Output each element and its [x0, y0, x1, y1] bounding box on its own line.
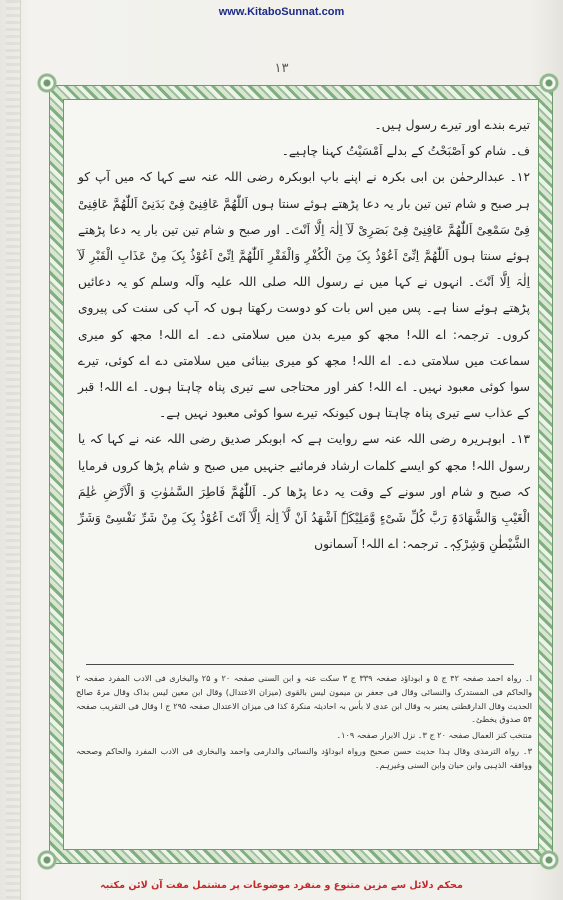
footnotes [76, 672, 532, 842]
paragraph-hadith-13: ۱۳۔ ابوہریرہ رضی اللہ عنہ سے روایت ہے کہ ابوبکر صدیق رضی اللہ عنہ نے کہا کہ یا رسول اللہ! مجھ کو ایسے کلمات ارشاد فرمائیے جنہیں میں صبح و شام پڑھا کروں فرمایا کہ صبح و شام اور سونے کے وقت یہ دعا پڑھا کر۔ اَللّٰھُمَّ فَاطِرَ السَّمٰوٰتِ وَ الْاَرْضِ عٰلِمَ الْغَیْبِ وَالشَّھَادَۃِ رَبَّ کُلِّ شَیْءٍ وَّمَلِیْکَہٗ اَشْھَدُ اَنْ لَّآ اِلٰہَ اِلَّآ اَنْتَ اَعُوْذُ بِکَ مِنْ شَرِّ نَفْسِیْ وَشَرِّ الشَّیْطٰنِ وَشِرْکِہٖ۔ ترجمہ: اے اللہ! آسمانوں [78, 432, 530, 552]
footnote-divider [86, 664, 514, 665]
corner-ornament-icon [538, 72, 560, 94]
footnote-3: ۳۔ رواہ الترمذی وقال ہذا حدیث حسن صحیح ورواہ ابوداؤد والنسائی والدارمی واحمد والبخاری فی الادب المفرد والحاکم وصححہ ووافقہ الذہبی وابن حبان وابن السنی وغیرہم۔ [76, 745, 532, 770]
footnote-2: منتخب کنز العمال صفحہ ۲۰ ج ۳۔ نزل الابرار صفحہ ۱۰۹۔ [336, 730, 532, 741]
page-binding [6, 0, 21, 900]
paragraph-note: ف۔ شام کو اَصْبَحْتُ کے بدلے اَمْسَیْتُ کہنا چاہیے۔ [281, 144, 530, 159]
paragraph-closing: تیرے بندے اور تیرے رسول ہیں۔ [374, 118, 530, 132]
paragraph-hadith-12: ۱۲۔ عبدالرحمٰن بن ابی بکرہ نے اپنے باپ ابوبکرہ رضی اللہ عنہ سے کہا کہ میں آپ کو ہر صبح و شام تین تین بار یہ دعا پڑھتے ہوئے سنتا ہوں اَللّٰھُمَّ عَافِنِیْ فِیْ بَدَنِیْ اَللّٰھُمَّ عَافِنِیْ فِیْ سَمْعِیْ اَللّٰھُمَّ عَافِنِیْ فِیْ بَصَرِیْ لَآ اِلٰہَ اِلَّا اَنْتَ۔ اور صبح و شام تین تین بار یہ دعا پڑھتے ہوئے سنتا ہوں اَللّٰھُمَّ اِنِّیْ اَعُوْذُ بِکَ مِنَ الْکُفْرِ وَالْفَقْرِ اَللّٰھُمَّ اِنِّیْ اَعُوْذُ بِکَ مِنْ عَذَابِ الْقَبْرِ لَآ اِلٰہَ اِلَّا اَنْتَ۔ انہوں نے کہا میں نے رسول اللہ صلی اللہ علیہ وآلہ وسلم کو یہ دعائیں پڑھتے ہوئے سنا ہے۔ پس میں اس بات کو دوست رکھتا ہوں کہ آپ کی سنت کی پیروی کروں۔ ترجمہ: اے اللہ! مجھ کو میرے بدن میں سلامتی دے۔ اے اللہ! مجھ کو میری سماعت میں سلامتی دے۔ اے اللہ! مجھ کو میری بینائی میں سلامتی دے اے کوئی، تیرے سوا کوئی معبود نہیں۔ اے اللہ! کفر اور محتاجی سے تیری پناہ چاہتا ہوں۔ اے اللہ! قبر کے عذاب سے تیری پناہ چاہتا ہوں کیونکہ تیرے سوا کوئی معبود نہیں ہے۔ [78, 170, 530, 421]
footnote-1: ا۔ رواہ احمد صفحہ ۴۲ ج ۵ و ابوداؤد صفحہ ۳۳۹ ج ۳ سکت عنہ و ابن السنی صفحہ ۲۰ و ۲۵ والبخاری فی الادب المفرد صفحہ ۲ والحاکم فی المستدرک والنسائی وقال فی جعفر بن میمون لیس بالقوی (میزان الاعتدال) وقال ابن معین لیس بذاک وقال مرۃ صالح الحدیث وقال الدارقطنی یعتبر بہ وقال ابن عدی لا بأس بہ احادیثہ منکرۃ کذا فی میزان الاعتدال صفحہ ۲۹۵ ج ا وقال فی التقریب صفحہ ۵۴ صدوق یخطئ۔ [76, 673, 532, 725]
page-number: ۱۳ [274, 60, 289, 75]
main-text [78, 112, 530, 632]
corner-ornament-icon [538, 849, 560, 871]
corner-ornament-icon [36, 72, 58, 94]
site-url[interactable]: www.KitaboSunnat.com [218, 6, 345, 18]
library-banner: محکم دلائل سے مزین متنوع و منفرد موضوعات پر مشتمل مفت آن لائن مکتبہ [100, 880, 463, 891]
corner-ornament-icon [36, 849, 58, 871]
